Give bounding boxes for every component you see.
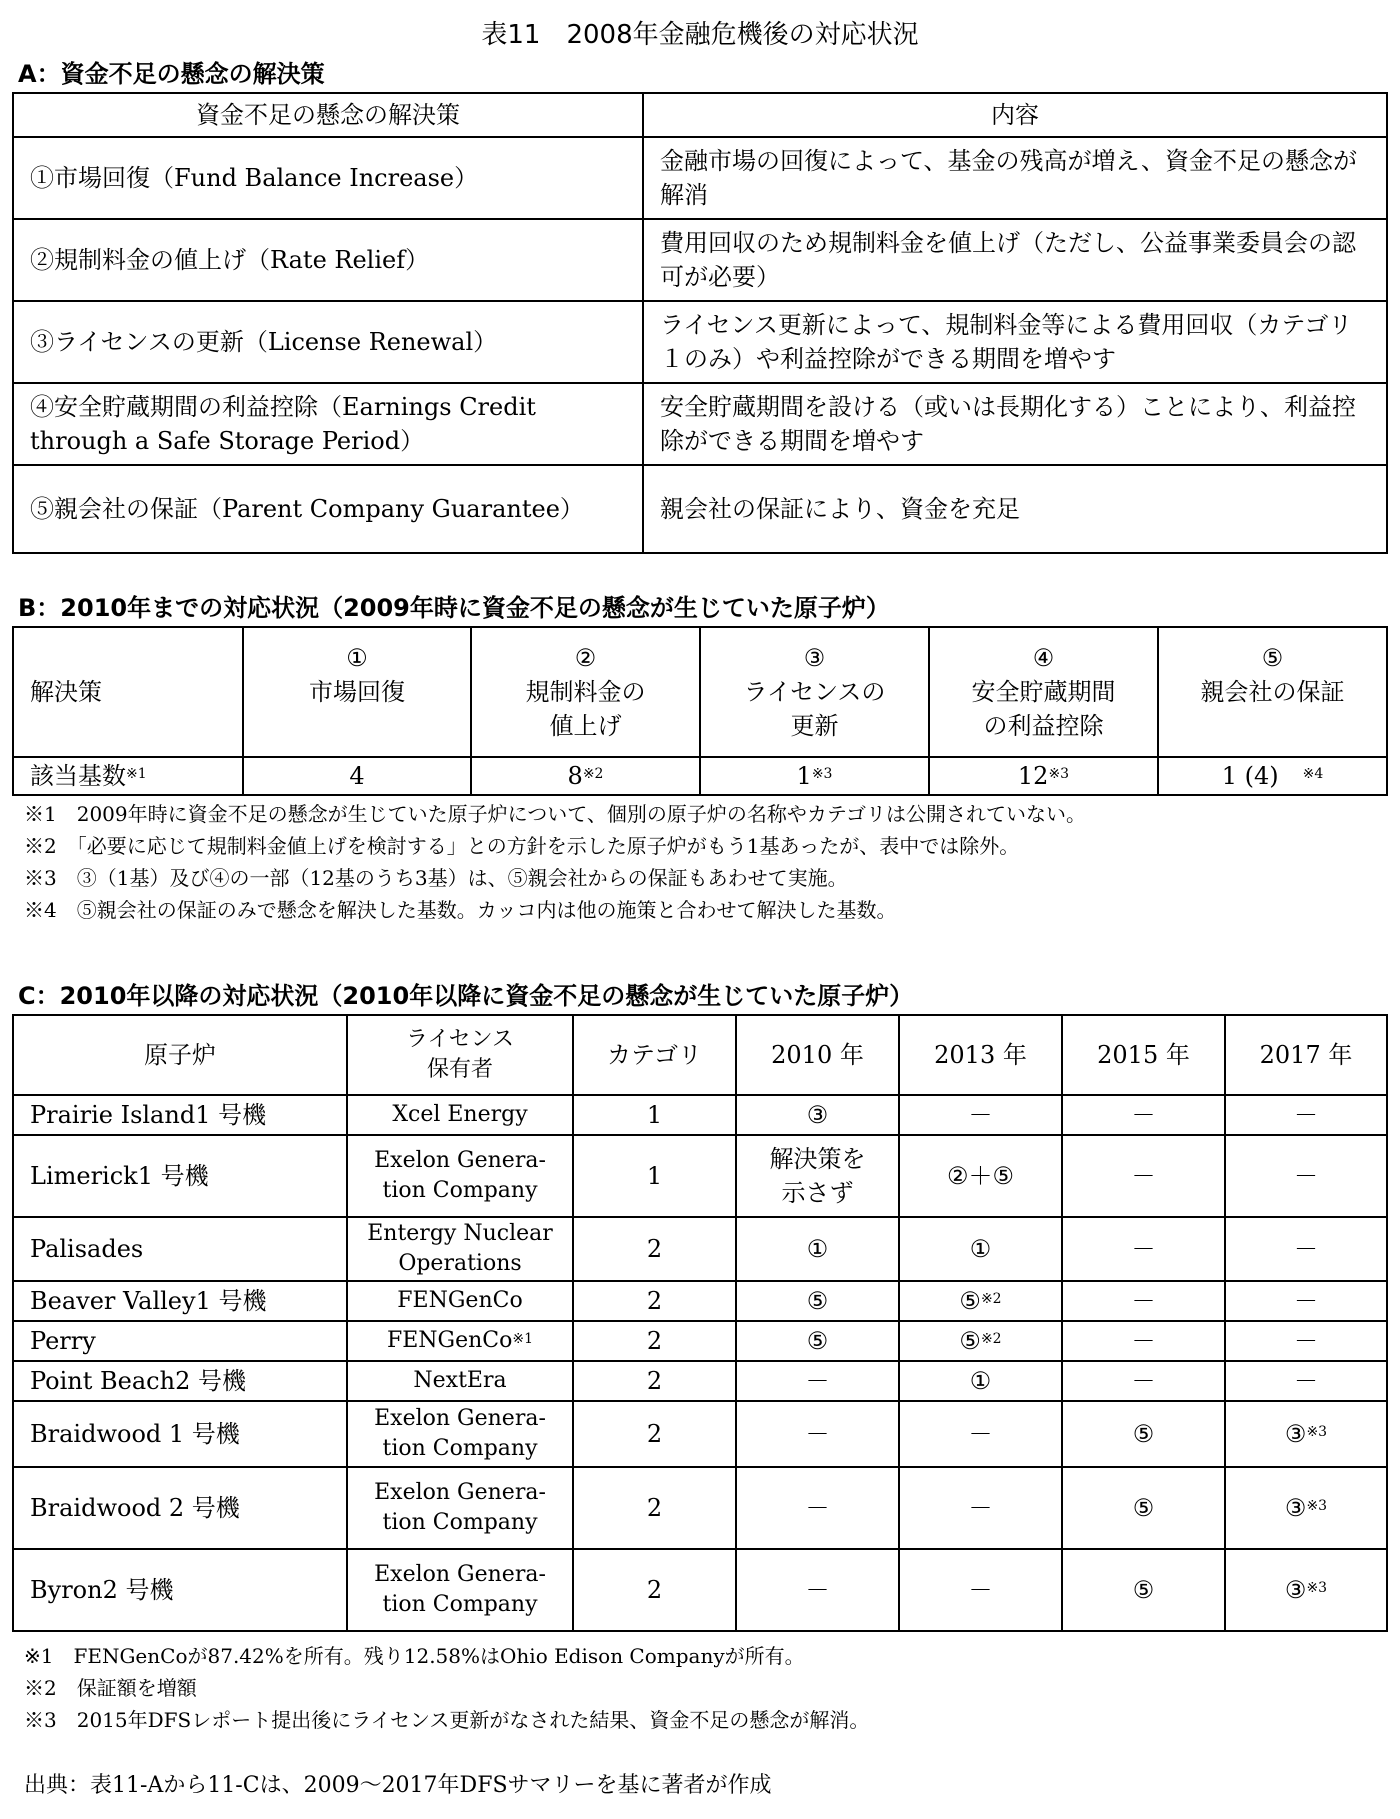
table-row xyxy=(13,1217,1387,1281)
table-row xyxy=(13,301,1387,383)
header-reactor: 原子炉 xyxy=(13,1015,347,1095)
solution-col-3: ③ ライセンスの 更新 xyxy=(700,627,929,757)
footnote: ※3 ③（1基）及び④の一部（12基のうち3基）は、⑤親会社からの保証もあわせて実施。 xyxy=(24,866,848,890)
status-2013: ⑤$^{※2}$ xyxy=(899,1321,1062,1361)
status-2017: ③$^{※3}$ xyxy=(1225,1549,1387,1631)
section-c-heading: C：2010年以降の対応状況（2010年以降に資金不足の懸念が生じていた原子炉） xyxy=(18,982,914,1010)
status-2017: － xyxy=(1225,1217,1387,1281)
category: 2 xyxy=(573,1361,736,1401)
solution-desc: 安全貯蔵期間を設ける（或いは長期化する）ことにより、利益控除ができる期間を増やす xyxy=(643,383,1387,465)
header-category: カテゴリ xyxy=(573,1015,736,1095)
reactor-name: Palisades xyxy=(13,1217,347,1281)
status-2010: ⑤ xyxy=(736,1281,899,1321)
reactor-name: Beaver Valley1 号機 xyxy=(13,1281,347,1321)
solution-name: ③ライセンスの更新（License Renewal） xyxy=(13,301,643,383)
table-row xyxy=(13,1401,1387,1467)
status-2010: ⑤ xyxy=(736,1321,899,1361)
status-2015: ⑤ xyxy=(1062,1549,1225,1631)
category: 2 xyxy=(573,1281,736,1321)
status-2010: 解決策を 示さず xyxy=(736,1135,899,1217)
status-2013: － xyxy=(899,1401,1062,1467)
category: 2 xyxy=(573,1321,736,1361)
reactor-name: Limerick1 号機 xyxy=(13,1135,347,1217)
header-2017: 2017 年 xyxy=(1225,1015,1387,1095)
reactor-name: Perry xyxy=(13,1321,347,1361)
reactor-name: Braidwood 2 号機 xyxy=(13,1467,347,1549)
table-row xyxy=(13,1135,1387,1217)
licensee: Exelon Genera- tion Company xyxy=(347,1401,573,1467)
table-b-row-label-count: 該当基数$^{※1}$ xyxy=(13,757,243,795)
solution-col-2: ② 規制料金の 値上げ xyxy=(471,627,700,757)
licensee: Entergy Nuclear Operations xyxy=(347,1217,573,1281)
licensee: FENGenCo xyxy=(347,1281,573,1321)
table-a xyxy=(12,92,1388,554)
status-2013: ⑤$^{※2}$ xyxy=(899,1281,1062,1321)
category: 2 xyxy=(573,1217,736,1281)
count-cell: 1 (4) $^{※4}$ xyxy=(1158,757,1387,795)
solution-desc: 費用回収のため規制料金を値上げ（ただし、公益事業委員会の認可が必要） xyxy=(643,219,1387,301)
solution-col-4: ④ 安全貯蔵期間 の利益控除 xyxy=(929,627,1158,757)
table-row xyxy=(13,1321,1387,1361)
solution-desc: ライセンス更新によって、規制料金等による費用回収（カテゴリ１のみ）や利益控除ができる期間を増やす xyxy=(643,301,1387,383)
table-b xyxy=(12,626,1388,796)
table-row xyxy=(13,1361,1387,1401)
section-b-heading: B：2010年までの対応状況（2009年時に資金不足の懸念が生じていた原子炉） xyxy=(18,594,890,622)
status-2017: ③$^{※3}$ xyxy=(1225,1401,1387,1467)
header-2015: 2015 年 xyxy=(1062,1015,1225,1095)
solution-name: ⑤親会社の保証（Parent Company Guarantee） xyxy=(13,465,643,553)
count-cell: 8$^{※2}$ xyxy=(471,757,700,795)
category: 2 xyxy=(573,1467,736,1549)
section-a-heading: A：資金不足の懸念の解決策 xyxy=(18,60,325,88)
table-b-row-label-solution: 解決策 xyxy=(13,627,243,757)
category: 1 xyxy=(573,1095,736,1135)
solution-name: ②規制料金の値上げ（Rate Relief） xyxy=(13,219,643,301)
status-2015: ⑤ xyxy=(1062,1467,1225,1549)
status-2015: － xyxy=(1062,1281,1225,1321)
source-note: 出典：表11-Aから11-Cは、2009～2017年DFSサマリーを基に著者が作成 xyxy=(24,1773,772,1798)
footnote: ※1 FENGenCoが87.42%を所有。残り12.58%はOhio Edison Companyが所有。 xyxy=(24,1644,805,1668)
reactor-name: Byron2 号機 xyxy=(13,1549,347,1631)
status-2017: － xyxy=(1225,1135,1387,1217)
status-2017: － xyxy=(1225,1281,1387,1321)
solution-desc: 金融市場の回復によって、基金の残高が増え、資金不足の懸念が解消 xyxy=(643,137,1387,219)
reactor-name: Braidwood 1 号機 xyxy=(13,1401,347,1467)
header-2010: 2010 年 xyxy=(736,1015,899,1095)
status-2013: ②＋⑤ xyxy=(899,1135,1062,1217)
status-2017: － xyxy=(1225,1321,1387,1361)
status-2010: － xyxy=(736,1549,899,1631)
count-cell: 4 xyxy=(243,757,471,795)
count-cell: 1$^{※3}$ xyxy=(700,757,929,795)
licensee: Exelon Genera- tion Company xyxy=(347,1467,573,1549)
status-2017: － xyxy=(1225,1361,1387,1401)
solution-desc: 親会社の保証により、資金を充足 xyxy=(643,465,1387,553)
table-row xyxy=(13,1467,1387,1549)
category: 2 xyxy=(573,1549,736,1631)
status-2015: ⑤ xyxy=(1062,1401,1225,1467)
footnote: ※4 ⑤親会社の保証のみで懸念を解決した基数。カッコ内は他の施策と合わせて解決した基数。 xyxy=(24,898,897,922)
solution-col-1: ① 市場回復 xyxy=(243,627,471,757)
header-2013: 2013 年 xyxy=(899,1015,1062,1095)
status-2013: － xyxy=(899,1095,1062,1135)
solution-name: ①市場回復（Fund Balance Increase） xyxy=(13,137,643,219)
table-row xyxy=(13,219,1387,301)
reactor-name: Point Beach2 号機 xyxy=(13,1361,347,1401)
status-2010: － xyxy=(736,1401,899,1467)
table-row xyxy=(13,383,1387,465)
count-cell: 12$^{※3}$ xyxy=(929,757,1158,795)
status-2015: － xyxy=(1062,1095,1225,1135)
table-c xyxy=(12,1014,1388,1632)
licensee: FENGenCo$^{※1}$ xyxy=(347,1321,573,1361)
table-row xyxy=(13,465,1387,553)
table-row xyxy=(13,1549,1387,1631)
table-row xyxy=(13,137,1387,219)
table-row xyxy=(13,1095,1387,1135)
solution-col-5: ⑤ 親会社の保証 xyxy=(1158,627,1387,757)
status-2017: ③$^{※3}$ xyxy=(1225,1467,1387,1549)
footnote: ※2 保証額を増額 xyxy=(24,1676,197,1700)
reactor-name: Prairie Island1 号機 xyxy=(13,1095,347,1135)
status-2015: － xyxy=(1062,1361,1225,1401)
licensee: NextEra xyxy=(347,1361,573,1401)
status-2013: － xyxy=(899,1467,1062,1549)
category: 2 xyxy=(573,1401,736,1467)
status-2010: － xyxy=(736,1361,899,1401)
table-a-header-solution: 資金不足の懸念の解決策 xyxy=(13,93,643,137)
section-c-notes xyxy=(24,1640,869,1736)
licensee: Xcel Energy xyxy=(347,1095,573,1135)
footnote: ※3 2015年DFSレポート提出後にライセンス更新がなされた結果、資金不足の懸念が解消。 xyxy=(24,1708,870,1732)
table-a-header-content: 内容 xyxy=(643,93,1387,137)
status-2017: － xyxy=(1225,1095,1387,1135)
licensee: Exelon Genera- tion Company xyxy=(347,1549,573,1631)
status-2010: ① xyxy=(736,1217,899,1281)
licensee: Exelon Genera- tion Company xyxy=(347,1135,573,1217)
footnote: ※2 「必要に応じて規制料金値上げを検討する」との方針を示した原子炉がもう1基あったが、表中では除外。 xyxy=(24,834,1020,858)
table-title: 表11 2008年金融危機後の対応状況 xyxy=(481,20,919,50)
status-2013: － xyxy=(899,1549,1062,1631)
category: 1 xyxy=(573,1135,736,1217)
section-b-notes xyxy=(24,798,1086,926)
status-2015: － xyxy=(1062,1321,1225,1361)
status-2010: － xyxy=(736,1467,899,1549)
status-2013: ① xyxy=(899,1361,1062,1401)
table-row xyxy=(13,1281,1387,1321)
status-2013: ① xyxy=(899,1217,1062,1281)
header-licensee: ライセンス 保有者 xyxy=(347,1015,573,1095)
solution-name: ④安全貯蔵期間の利益控除（Earnings Credit through a Safe Storage Period） xyxy=(13,383,643,465)
status-2015: － xyxy=(1062,1135,1225,1217)
status-2015: － xyxy=(1062,1217,1225,1281)
status-2010: ③ xyxy=(736,1095,899,1135)
footnote: ※1 2009年時に資金不足の懸念が生じていた原子炉について、個別の原子炉の名称やカテゴリは公開されていない。 xyxy=(24,802,1087,826)
